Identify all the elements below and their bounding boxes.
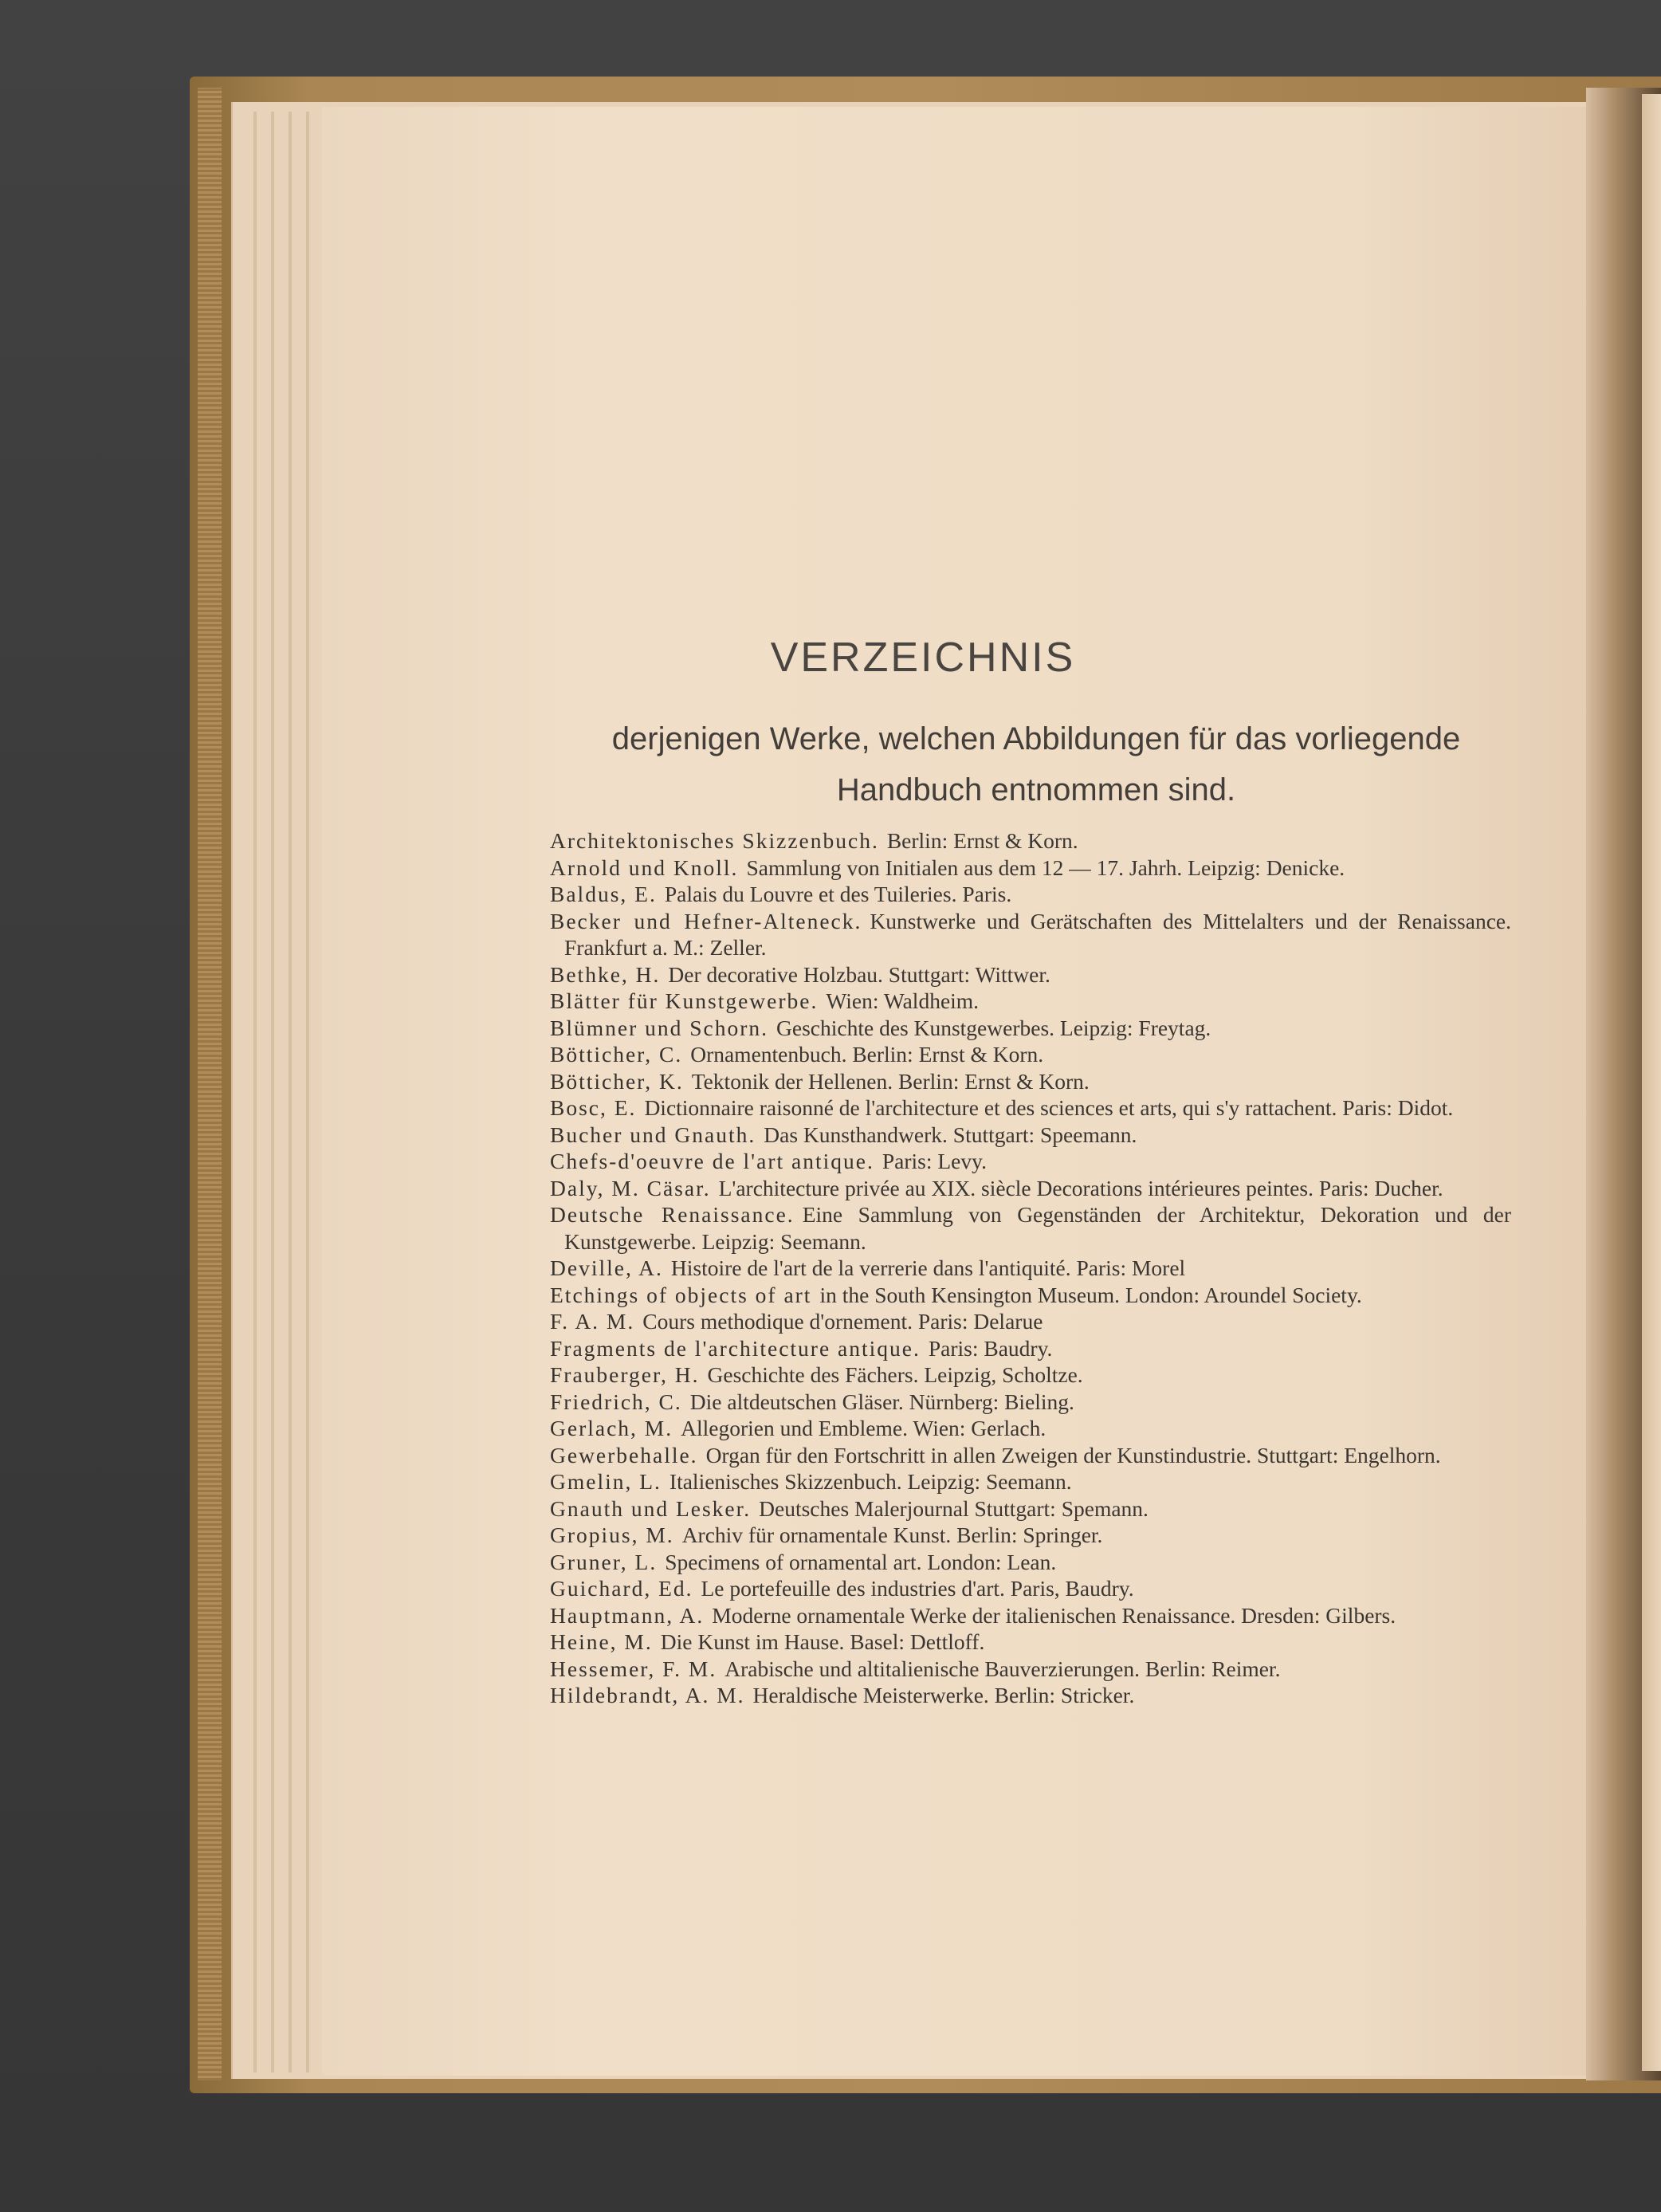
entry-author: Hildebrandt, A. M. [550,1683,745,1707]
entry-author: Gropius, M. [550,1522,674,1547]
bibliography-entry [550,961,1511,988]
bibliography-entry [550,1468,1511,1495]
bibliography-entry [550,827,1511,855]
entry-author: Bötticher, K. [550,1068,684,1094]
bibliography-entry [550,1201,1511,1255]
entry-text: Heraldische Meisterwerke. Berlin: Stricker. [752,1683,1135,1707]
bibliography-entry [550,1389,1511,1416]
page-edge [253,112,257,2073]
bibliography-entry [550,1308,1511,1335]
entry-text: Paris: Baudry. [928,1335,1053,1361]
bibliography-entry [550,1041,1511,1068]
bibliography-entry [550,1549,1511,1576]
bibliography-entry [550,1122,1511,1149]
bibliography-entry [550,1068,1511,1095]
bibliography-entry [550,908,1511,961]
entry-text: Eine Sammlung von Gegenständen der Architektur, Dekoration und der Kunstgewerbe. Leipzig: Seemann. [564,1202,1511,1254]
entry-text: Palais du Louvre et des Tuileries. Paris. [664,882,1012,906]
entry-author: Bethke, H. [550,961,661,987]
entry-text: in the South Kensington Museum. London: Aroundel Society. [819,1282,1362,1307]
entry-author: Gewerbehalle. [550,1442,698,1467]
bibliography-entry [550,1335,1511,1362]
entry-author: Arnold und Knoll. [550,855,739,880]
book-cover-edge [198,88,222,2080]
entry-author: Heine, M. [550,1629,653,1654]
bibliography-entry [550,1442,1511,1469]
entry-author: Guichard, Ed. [550,1576,693,1601]
entry-author: Blümner und Schorn. [550,1015,769,1040]
entry-text: Wien: Waldheim. [826,988,980,1013]
entry-text: Italienisches Skizzenbuch. Leipzig: Seemann. [669,1469,1072,1494]
entry-author: Gnauth und Lesker. [550,1495,752,1521]
entry-author: Deutsche Renaissance. [550,1202,795,1227]
bibliography-entry [550,1602,1511,1629]
entry-author: Fragments de l'architecture antique. [550,1335,921,1361]
page-edge [306,112,309,2073]
entry-text: Archiv für ornamentale Kunst. Berlin: Springer. [681,1522,1103,1547]
entry-text: Geschichte des Fächers. Leipzig, Scholtze. [707,1362,1083,1387]
entry-author: Architektonisches Skizzenbuch. [550,828,879,853]
subtitle-line-2: Handbuch entnommen sind. [836,772,1236,807]
entry-author: Gruner, L. [550,1549,658,1574]
bibliography-entry [550,1682,1511,1709]
entry-author: Gerlach, M. [550,1416,673,1440]
bibliography-entry [550,1415,1511,1442]
bibliography-entry [550,1495,1511,1522]
entry-author: Hessemer, F. M. [550,1656,717,1681]
bibliography-entry [550,1255,1511,1282]
entry-text: Organ für den Fortschritt in allen Zweigen der Kunstindustrie. Stuttgart: Engelhorn. [705,1442,1441,1467]
entry-author: Gmelin, L. [550,1469,662,1494]
entry-text: Berlin: Ernst & Korn. [886,828,1078,853]
bibliography-entry [550,1575,1511,1602]
bibliography-entry [550,1282,1511,1309]
entry-author: Daly, M. Cäsar. [550,1175,711,1200]
entry-text: Kunstwerke und Gerätschaften des Mittelalters und der Renaissance. Frankfurt a. M.: Zeller. [564,908,1511,960]
bibliography-entry [550,881,1511,908]
entry-text: Ornamentenbuch. Berlin: Ernst & Korn. [690,1042,1044,1067]
entry-text: Sammlung von Initialen aus dem 12 — 17. Jahrh. Leipzig: Denicke. [746,855,1345,880]
entry-author: Deville, A. [550,1255,663,1280]
bibliography-entry [550,988,1511,1015]
bibliography-entry [550,1361,1511,1389]
entry-text: Le portefeuille des industries d'art. Paris, Baudry. [701,1576,1134,1601]
bibliography-entry [550,1522,1511,1549]
entry-author: Bosc, E. [550,1095,637,1120]
entry-author: Bucher und Gnauth. [550,1122,756,1147]
entry-author: Chefs-d'oeuvre de l'art antique. [550,1149,874,1173]
entry-text: L'architecture privée au XIX. siècle Decorations intérieures peintes. Paris: Ducher. [718,1175,1443,1200]
entry-author: Etchings of objects of art [550,1282,812,1307]
entry-author: Becker und Hefner-Alteneck. [550,908,862,933]
entry-text: Cours methodique d'ornement. Paris: Delarue [642,1309,1043,1334]
entry-text: Die altdeutschen Gläser. Nürnberg: Bieling. [689,1389,1074,1414]
entry-text: Histoire de l'art de la verrerie dans l'antiquité. Paris: Morel [670,1255,1186,1280]
bibliography-entry [550,1094,1511,1122]
bibliography-entry [550,1656,1511,1683]
bibliography-entry [550,855,1511,882]
page-title: VERZEICHNIS [770,635,1076,681]
entry-text: Dictionnaire raisonné de l'architecture et des sciences et arts, qui s'y rattachent. Paris: Didot. [644,1095,1454,1120]
entry-text: Moderne ornamentale Werke der italienischen Renaissance. Dresden: Gilbers. [712,1602,1396,1628]
bibliography-entry [550,1629,1511,1656]
page-edge [289,112,292,2073]
page-edge [271,112,274,2073]
entry-text: Deutsches Malerjournal Stuttgart: Spemann. [759,1495,1149,1521]
entry-author: F. A. M. [550,1309,635,1334]
facing-page-edge [1642,94,1661,2071]
entry-text: Geschichte des Kunstgewerbes. Leipzig: Freytag. [776,1015,1211,1040]
page-subtitle [550,713,1522,815]
bibliography-list [550,827,1511,1709]
entry-author: Baldus, E. [550,882,657,906]
entry-text: Das Kunsthandwerk. Stuttgart: Speemann. [764,1122,1137,1147]
bibliography-entry [550,1015,1511,1042]
entry-text: Die Kunst im Hause. Basel: Dettloff. [660,1629,985,1654]
entry-text: Tektonik der Hellenen. Berlin: Ernst & Korn. [691,1068,1090,1094]
entry-text: Allegorien und Embleme. Wien: Gerlach. [681,1416,1046,1440]
entry-text: Arabische und altitalienische Bauverzierungen. Berlin: Reimer. [724,1656,1281,1681]
subtitle-line-1: derjenigen Werke, welchen Abbildungen für das vorliegende [611,721,1461,756]
entry-author: Bötticher, C. [550,1042,683,1067]
entry-author: Blätter für Kunstgewerbe. [550,988,819,1013]
bibliography-entry [550,1148,1511,1175]
entry-text: Specimens of ornamental art. London: Lean. [665,1549,1057,1574]
entry-text: Paris: Levy. [882,1149,987,1173]
entry-author: Friedrich, C. [550,1389,682,1414]
bibliography-entry [550,1175,1511,1202]
entry-text: Der decorative Holzbau. Stuttgart: Wittwer. [668,961,1050,987]
entry-author: Frauberger, H. [550,1362,700,1387]
entry-author: Hauptmann, A. [550,1602,705,1628]
